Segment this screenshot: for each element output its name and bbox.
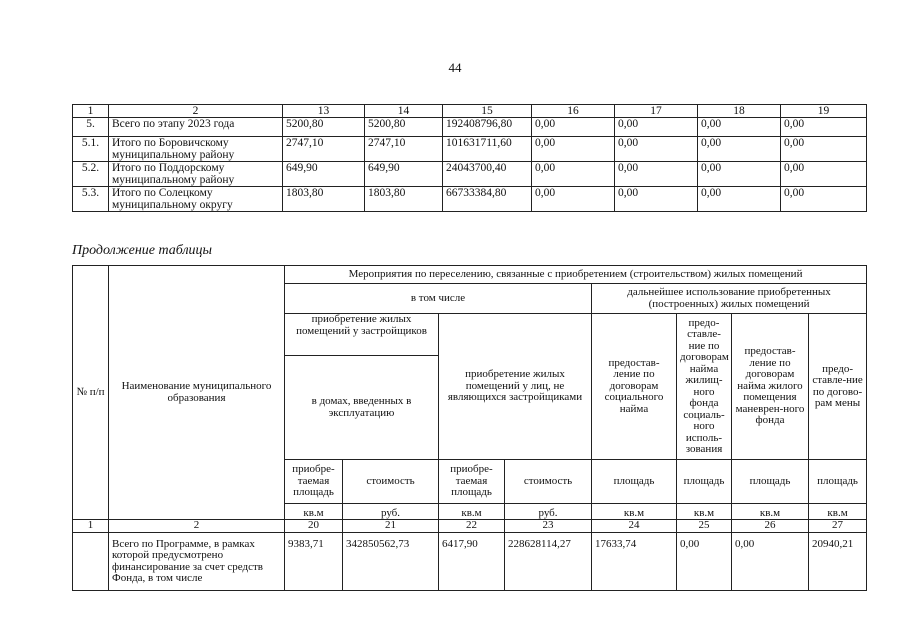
row-number: 5.3. [73, 187, 109, 212]
column-number-cell: 21 [343, 520, 439, 533]
header-cell: 2 [109, 105, 283, 118]
subheader-cell: площадь [677, 460, 732, 504]
header-cell: 1 [73, 105, 109, 118]
subheader-cell: стоимость [505, 460, 592, 504]
acq-non-developers-header: приобретение жилых помещений у лиц, не являющихся застройщиками [439, 314, 592, 460]
header-cell: 16 [532, 105, 615, 118]
cell-value: 0,00 [781, 118, 867, 137]
column-number-row [73, 105, 867, 118]
cell-value: 0,00 [732, 532, 809, 590]
social-rent-header: предостав-ление по договорам социального найма [592, 314, 677, 460]
column-number-cell: 24 [592, 520, 677, 533]
column-number-cell: 27 [809, 520, 867, 533]
header-cell: 19 [781, 105, 867, 118]
unit-cell: кв.м [809, 504, 867, 520]
cell-value: 0,00 [615, 187, 698, 212]
commercial-rent-header: предо-ставле-ние по договорам найма жилищ-ного фонда социаль-ного исполь-зования [677, 314, 732, 460]
header-cell: 13 [283, 105, 365, 118]
subheader-cell: площадь [809, 460, 867, 504]
cell-value: 0,00 [532, 187, 615, 212]
cell-value: 649,90 [365, 162, 443, 187]
unit-cell: руб. [343, 504, 439, 520]
cell-value: 342850562,73 [343, 532, 439, 590]
subheader-cell: площадь [732, 460, 809, 504]
cell-value: 0,00 [615, 162, 698, 187]
cell-value: 192408796,80 [443, 118, 532, 137]
cell-value: 0,00 [698, 162, 781, 187]
exchange-header: предо-ставле-ние по догово-рам мены [809, 314, 867, 460]
row-number: 5.1. [73, 137, 109, 162]
cell-value: 0,00 [698, 187, 781, 212]
cell-value: 649,90 [283, 162, 365, 187]
continuation-caption: Продолжение таблицы [72, 243, 213, 258]
commissioned-houses-header: в домах, введенных в эксплуатацию [285, 356, 439, 460]
row-name: Итого по Боровичскому муниципальному району [109, 137, 283, 162]
row-number: 5. [73, 118, 109, 137]
cell-value: 0,00 [698, 118, 781, 137]
cell-value: 0,00 [615, 118, 698, 137]
header-cell: 14 [365, 105, 443, 118]
column-number-cell: 26 [732, 520, 809, 533]
cell-value: 1803,80 [283, 187, 365, 212]
group-main-header: Мероприятия по переселению, связанные с приобретением (строительством) жилых помещений [285, 266, 867, 284]
cell-value: 24043700,40 [443, 162, 532, 187]
column-number-cell: 25 [677, 520, 732, 533]
resettlement-table [72, 265, 867, 591]
subheader-cell: приобре-таемая площадь [285, 460, 343, 504]
cell-value: 6417,90 [439, 532, 505, 590]
cell-value: 101631711,60 [443, 137, 532, 162]
table-row [73, 532, 867, 590]
column-number-cell: 22 [439, 520, 505, 533]
subheader-cell: стоимость [343, 460, 439, 504]
cell-value: 5200,80 [365, 118, 443, 137]
row-name: Итого по Солецкому муниципальному округу [109, 187, 283, 212]
maneuver-rent-header: предостав-ление по договорам найма жилого помещения маневрен-ного фонда [732, 314, 809, 460]
acq-developers-header: приобретение жилых помещений у застройщиков [285, 314, 439, 356]
cell-value: 0,00 [781, 137, 867, 162]
column-number-cell: 1 [73, 520, 109, 533]
row-name: Всего по этапу 2023 года [109, 118, 283, 137]
cell-value: 0,00 [781, 187, 867, 212]
cell-value: 2747,10 [365, 137, 443, 162]
cell-value: 66733384,80 [443, 187, 532, 212]
unit-cell: кв.м [732, 504, 809, 520]
cell-value: 0,00 [532, 162, 615, 187]
column-number-cell: 20 [285, 520, 343, 533]
subheader-cell: приобре-таемая площадь [439, 460, 505, 504]
row-name: Всего по Программе, в рамках которой предусмотрено финансирование за счет средств Фонда, в том числе [109, 532, 285, 590]
table-row [73, 162, 867, 187]
cell-value: 0,00 [615, 137, 698, 162]
table-row [73, 187, 867, 212]
row-number: 5.2. [73, 162, 109, 187]
col-number-header: № п/п [73, 266, 109, 520]
header-cell: 18 [698, 105, 781, 118]
unit-cell: руб. [505, 504, 592, 520]
cell-value: 9383,71 [285, 532, 343, 590]
unit-cell: кв.м [677, 504, 732, 520]
col-name-header: Наименование муниципального образования [109, 266, 285, 520]
subheader-cell: площадь [592, 460, 677, 504]
cell-value: 2747,10 [283, 137, 365, 162]
cell-value: 5200,80 [283, 118, 365, 137]
table-row [73, 118, 867, 137]
cell-value: 0,00 [781, 162, 867, 187]
group-including-header: в том числе [285, 284, 592, 314]
unit-cell: кв.м [592, 504, 677, 520]
table-row [73, 137, 867, 162]
cell-value: 0,00 [532, 118, 615, 137]
row-number [73, 532, 109, 590]
column-number-cell: 23 [505, 520, 592, 533]
row-name: Итого по Поддорскому муниципальному району [109, 162, 283, 187]
column-number-cell: 2 [109, 520, 285, 533]
summary-table-top [72, 104, 867, 212]
header-cell: 15 [443, 105, 532, 118]
column-number-row [73, 520, 867, 533]
unit-cell: кв.м [439, 504, 505, 520]
cell-value: 0,00 [532, 137, 615, 162]
header-cell: 17 [615, 105, 698, 118]
cell-value: 228628114,27 [505, 532, 592, 590]
page-number: 44 [448, 60, 462, 75]
header-row-1 [73, 266, 867, 284]
cell-value: 17633,74 [592, 532, 677, 590]
cell-value: 0,00 [677, 532, 732, 590]
cell-value: 20940,21 [809, 532, 867, 590]
group-further-use-header: дальнейшее использование приобретенных (построенных) жилых помещений [592, 284, 867, 314]
cell-value: 1803,80 [365, 187, 443, 212]
unit-cell: кв.м [285, 504, 343, 520]
cell-value: 0,00 [698, 137, 781, 162]
